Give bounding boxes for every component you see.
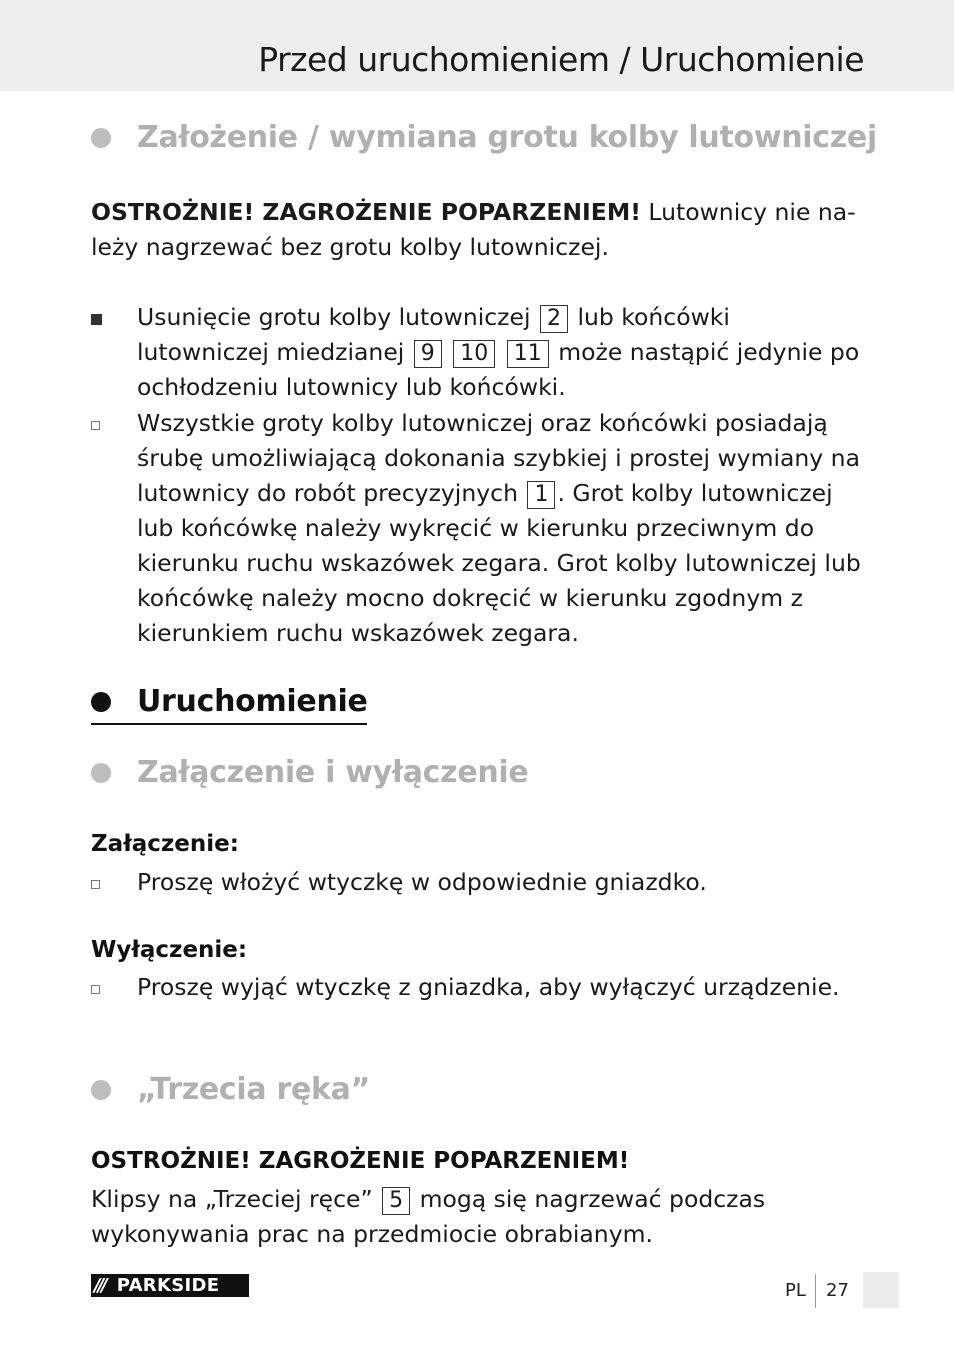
section-heading-onoff bbox=[91, 755, 528, 790]
logo-text: PARKSIDE bbox=[116, 1275, 220, 1296]
section-title: Założenie / wymiana grotu kolby lutowniczej bbox=[137, 120, 877, 155]
section-heading-third-hand bbox=[91, 1072, 370, 1107]
page-title: Przed uruchomieniem / Uruchomienie bbox=[258, 40, 864, 79]
sub-heading-off: Wyłączenie: bbox=[91, 937, 248, 963]
list-item-text: Proszę wyjąć wtyczkę z gniazdka, aby wyłączyć urządzenie. bbox=[137, 973, 840, 1001]
ref-number: 11 bbox=[507, 340, 549, 368]
list-item-text: Proszę włożyć wtyczkę w odpowiednie gniazdko. bbox=[137, 868, 707, 896]
ref-number: 2 bbox=[540, 305, 568, 333]
section-title: Załączenie i wyłączenie bbox=[137, 755, 529, 790]
bullet-dot-icon bbox=[91, 128, 111, 148]
footer-divider bbox=[815, 1274, 816, 1308]
section-title: „Trzecia ręka” bbox=[137, 1072, 371, 1107]
warning-bold: OSTROŻNIE! ZAGROŻENIE POPARZENIEM! bbox=[91, 198, 641, 226]
parkside-logo bbox=[91, 1274, 249, 1297]
section-heading-tip bbox=[91, 120, 877, 155]
logo-slashes: /// bbox=[94, 1275, 105, 1296]
checkbox-bullet-icon bbox=[91, 985, 100, 994]
ref-number: 5 bbox=[382, 1187, 410, 1215]
square-bullet-icon bbox=[91, 314, 102, 325]
warning-text-cont: leży nagrzewać bez grotu kolby lutowniczej. bbox=[91, 233, 609, 261]
list-item-text: Usunięcie grotu kolby lutowniczej 2 lub końcówki lutowniczej miedzianej 9 10 11 może nastąpić jedynie po ochłodzeniu lutownicy lub końcówki. bbox=[137, 303, 860, 401]
bullet-dot-icon bbox=[91, 1080, 111, 1100]
checkbox-bullet-icon bbox=[91, 880, 100, 889]
ref-number: 9 bbox=[414, 340, 442, 368]
language-code: PL bbox=[785, 1280, 806, 1301]
footer-tab bbox=[863, 1272, 899, 1308]
section-title: Uruchomienie bbox=[137, 684, 368, 719]
warning-text: Lutownicy nie na- bbox=[640, 198, 856, 226]
sub-heading-on: Załączenie: bbox=[91, 831, 239, 857]
page-number: 27 bbox=[826, 1280, 849, 1301]
warning-paragraph bbox=[91, 195, 866, 265]
section-heading-startup bbox=[91, 684, 368, 719]
ref-number: 1 bbox=[527, 481, 555, 509]
list-item-text: Wszystkie groty kolby lutowniczej oraz końcówki posiadają śrubę umożliwiającą dokonania szybkiej i prostej wymiany na lutownicy do robót precyzyjnych 1 . Grot kolby lutowniczej lub końcówkę należy wykręcić w kierunku przeciwnym do kierunku ruchu wskazówek zegara. Grot kolby lutowniczej lub końcówkę należy mocno dokręcić w kierunku zgodnym z kierunkiem ruchu wskazówek zegara. bbox=[137, 409, 861, 647]
bullet-dot-icon bbox=[91, 692, 111, 712]
bullet-dot-icon bbox=[91, 763, 111, 783]
third-hand-paragraph: Klipsy na „Trzeciej ręce” 5 mogą się nagrzewać podczas wykonywania prac na przedmiocie obrabianym. bbox=[91, 1185, 766, 1248]
heading-underline bbox=[91, 723, 367, 725]
ref-number: 10 bbox=[453, 340, 495, 368]
warning-heading: OSTROŻNIE! ZAGROŻENIE POPARZENIEM! bbox=[91, 1148, 630, 1174]
checkbox-bullet-icon bbox=[91, 421, 100, 430]
